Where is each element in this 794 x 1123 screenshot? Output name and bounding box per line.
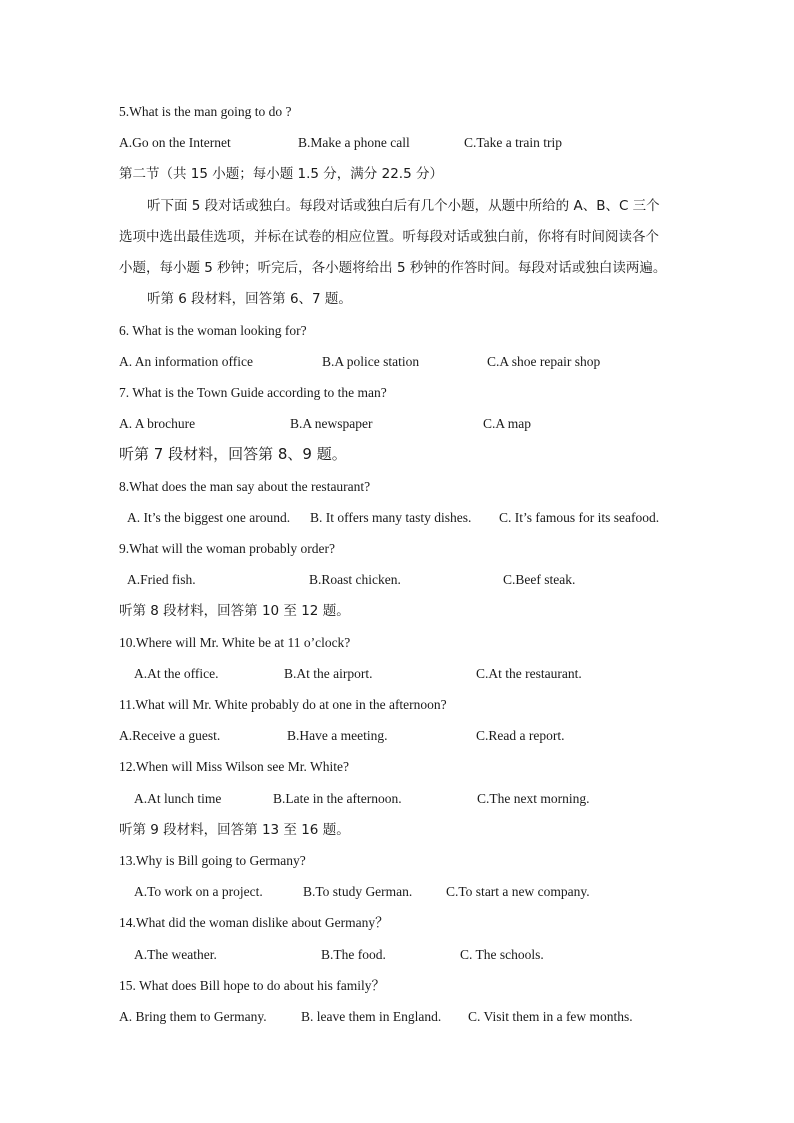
q5-option-c: C.Take a train trip [464, 135, 563, 150]
q11-option-c: C.Read a report. [476, 728, 565, 743]
material-7-heading: 听第 7 段材料，回答第 8、9 题。 [119, 445, 347, 463]
q6-option-c: C.A shoe repair shop [487, 354, 601, 369]
question-7: 7. What is the Town Guide according to the man? [119, 385, 387, 400]
q13-option-c: C.To start a new company. [446, 884, 590, 899]
instructions-line-2: 选项中选出最佳选项，并标在试卷的相应位置。听每段对话或独白前，你将有时间阅读各个 [119, 229, 659, 245]
q7-option-a: A. A brochure [119, 416, 196, 431]
q7-option-c: C.A map [483, 416, 532, 431]
q10-option-b: B.At the airport. [284, 666, 373, 681]
q15-option-a: A. Bring them to Germany. [119, 1009, 267, 1024]
q15-option-c: C. Visit them in a few months. [468, 1009, 633, 1024]
q11-option-a: A.Receive a guest. [119, 728, 221, 743]
q14-option-a: A.The weather. [134, 947, 217, 962]
q9-option-c: C.Beef steak. [503, 572, 576, 587]
q13-option-a: A.To work on a project. [134, 884, 263, 899]
q10-option-a: A.At the office. [134, 666, 219, 681]
question-6: 6. What is the woman looking for? [119, 323, 307, 338]
q14-option-b: B.The food. [321, 947, 386, 962]
q8-option-a: A. It’s the biggest one around. [127, 510, 291, 525]
instructions-line-3: 小题，每小题 5 秒钟；听完后，各小题将给出 5 秒钟的作答时间。每段对话或独白读两遍。 [119, 260, 667, 276]
question-11: 11.What will Mr. White probably do at one in the afternoon? [119, 697, 447, 712]
q5-option-a: A.Go on the Internet [119, 135, 231, 150]
instructions-line-1: 听下面 5 段对话或独白。每段对话或独白后有几个小题，从题中所给的 A、B、C 三个 [147, 198, 660, 214]
q6-option-a: A. An information office [119, 354, 253, 369]
q13-option-b: B.To study German. [303, 884, 413, 899]
q9-option-a: A.Fried fish. [127, 572, 196, 587]
q12-option-b: B.Late in the afternoon. [273, 791, 402, 806]
question-8: 8.What does the man say about the restaurant? [119, 479, 371, 494]
material-8-heading: 听第 8 段材料，回答第 10 至 12 题。 [119, 603, 350, 619]
q7-option-b: B.A newspaper [290, 416, 373, 431]
q14-option-c: C. The schools. [460, 947, 544, 962]
q15-option-b: B. leave them in England. [301, 1009, 442, 1024]
q10-option-c: C.At the restaurant. [476, 666, 582, 681]
q12-option-c: C.The next morning. [477, 791, 590, 806]
question-14: 14.What did the woman dislike about Germany？ [119, 915, 389, 930]
q6-option-b: B.A police station [322, 354, 420, 369]
question-5: 5.What is the man going to do ? [119, 104, 292, 119]
q5-option-b: B.Make a phone call [298, 135, 410, 150]
question-9: 9.What will the woman probably order? [119, 541, 335, 556]
q12-option-a: A.At lunch time [134, 791, 222, 806]
material-6-heading: 听第 6 段材料，回答第 6、7 题。 [147, 291, 352, 307]
question-13: 13.Why is Bill going to Germany? [119, 853, 306, 868]
q11-option-b: B.Have a meeting. [287, 728, 388, 743]
question-10: 10.Where will Mr. White be at 11 o’clock? [119, 635, 351, 650]
section-2-title: 第二节（共 15 小题；每小题 1.5 分，满分 22.5 分） [119, 166, 443, 182]
q9-option-b: B.Roast chicken. [309, 572, 401, 587]
question-12: 12.When will Miss Wilson see Mr. White? [119, 759, 349, 774]
question-15: 15. What does Bill hope to do about his family？ [119, 978, 385, 993]
material-9-heading: 听第 9 段材料，回答第 13 至 16 题。 [119, 822, 350, 838]
q8-option-b: B. It offers many tasty dishes. [310, 510, 472, 525]
q8-option-c: C. It’s famous for its seafood. [499, 510, 660, 525]
